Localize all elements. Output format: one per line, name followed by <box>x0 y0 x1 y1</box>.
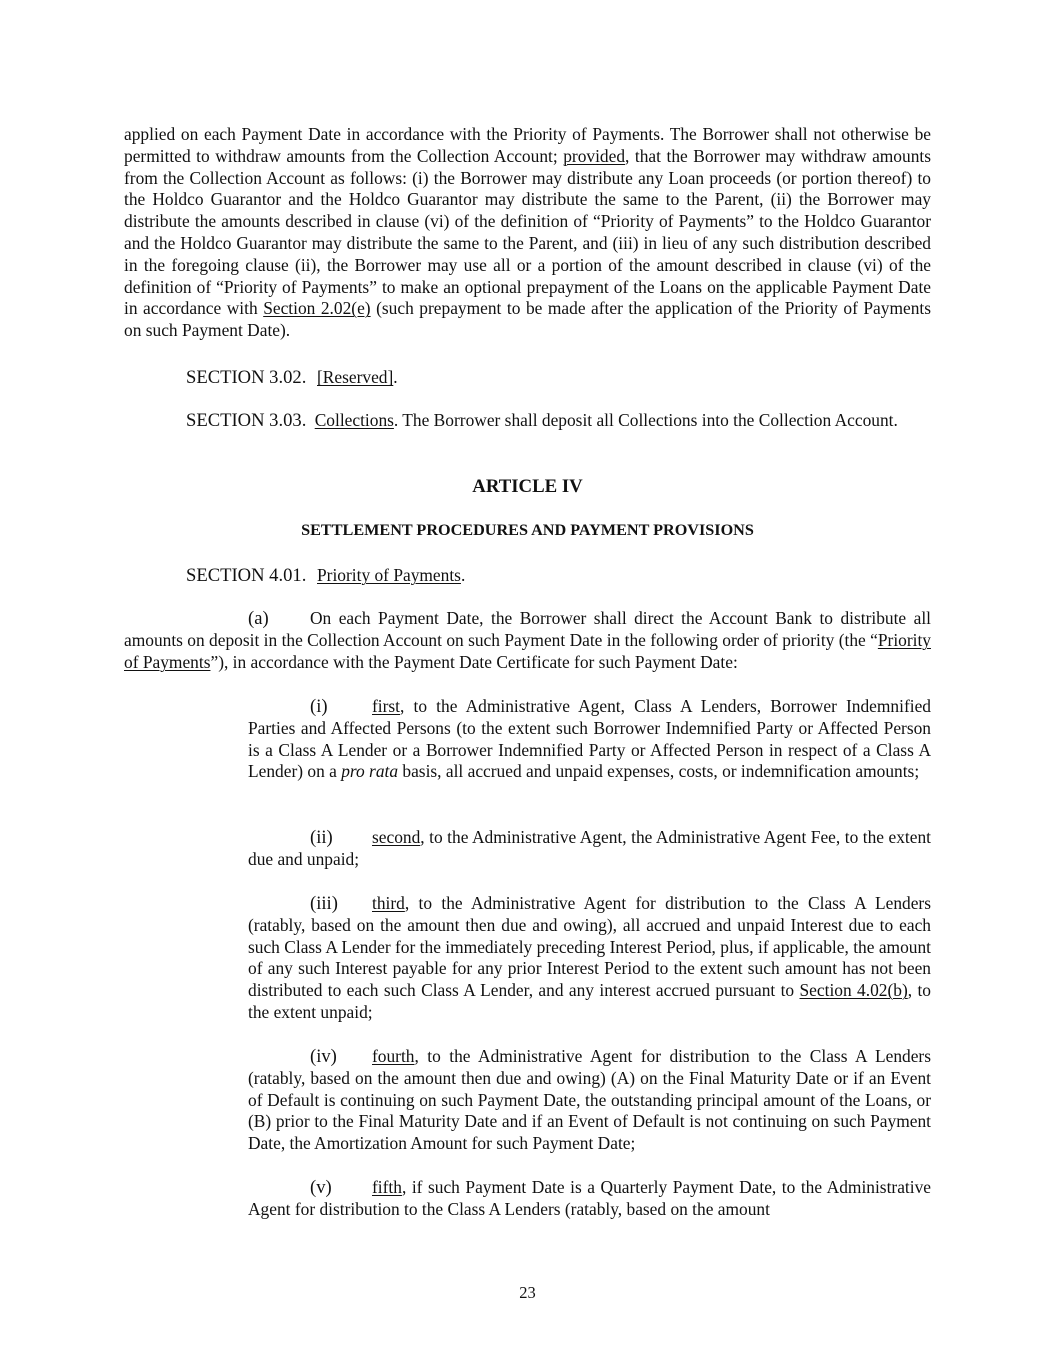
page-number: 23 <box>519 1283 536 1302</box>
section-title: [Reserved] <box>317 367 394 387</box>
section-label: SECTION 4.01. <box>186 565 307 586</box>
clause-number: (iii) <box>310 893 338 914</box>
section-title: Collections <box>314 410 394 430</box>
intro-paragraph: applied on each Payment Date in accordance with the Priority of Payments. The Borrower shall not otherwise be permitted to withdraw amounts from the Collection Account; provided, that the Borrower may withdraw amounts from the Collection Account as follows: (i) the Borrower may distribute any Loan proceeds (or portion thereof) to the Holdco Guarantor and the Holdco Guarantor may distribute the same to the Parent, (ii) the Borrower may distribute the amounts described in clause (vi) of the definition of “Priority of Payments” to the Holdco Guarantor and the Holdco Guarantor may distribute the same to the Parent, and (iii) in lieu of any such distribution described in the foregoing clause (ii), the Borrower may use all or a portion of the amount described in clause (vi) of the definition of “Priority of Payments” to make an optional prepayment of the Loans on the applicable Payment Date in accordance with Section 2.02(e) (such prepayment to be made after the application of the Priority of Payments on such Payment Date). <box>124 124 931 341</box>
section-2-02e-ref: Section 2.02(e) <box>263 298 371 319</box>
clause-key: third <box>372 893 405 913</box>
article-title: ARTICLE IV <box>472 476 583 497</box>
provided-term: provided <box>563 145 626 166</box>
clause-number: (iv) <box>310 1046 337 1067</box>
clause-number: (v) <box>310 1177 332 1198</box>
section-label: SECTION 3.02. <box>186 367 307 388</box>
clause-i: (i) first, to the Administrative Agent, Class A Lenders, Borrower Indemnified Parties and Affected Persons (to the extent such Borrower Indemnified Party or Affected Person is a Class A Lender or a Borrower Indemnified Party or Affected Person in respect of a Class A Lender) on a pro rata basis, all accrued and unpaid expenses, costs, or indemnification amounts; <box>248 696 931 782</box>
section-title: Priority of Payments <box>317 565 461 585</box>
section-4-01: SECTION 4.01. Priority of Payments. <box>186 565 466 586</box>
intro-line-1: applied on each Payment Date in accordance with the Priority of Payments. The Borrower shall not <box>124 124 836 144</box>
section-label: SECTION 3.03. <box>186 410 307 431</box>
defined-term: Priority of Payments <box>124 629 931 672</box>
article-subtitle: SETTLEMENT PROCEDURES AND PAYMENT PROVISIONS <box>301 521 754 539</box>
clause-key: first <box>372 696 401 716</box>
clause-v: (v) fifth, if such Payment Date is a Quarterly Payment Date, to the Administrative Agent for distribution to the Class A Lenders (ratably, based on the amount <box>248 1177 931 1219</box>
clause-ii: (ii) second, to the Administrative Agent, the Administrative Agent Fee, to the extent due and unpaid; <box>248 827 931 869</box>
paragraph-number: (a) <box>248 608 269 629</box>
clause-key: fifth <box>372 1177 402 1197</box>
clause-number: (i) <box>310 696 328 717</box>
clause-iv: (iv) fourth, to the Administrative Agent for distribution to the Class A Lenders (ratably, based on the amount then due and owing) (A) on the Final Maturity Date or if an Event of Default is continuing on such Payment Date, the outstanding principal amount of the Loans, or (B) prior to the Final Maturity Date and if an Event of Default is not continuing on such Payment Date, the Amortization Amount for such Payment Date; <box>248 1046 931 1154</box>
clause-iii: (iii) third, to the Administrative Agent for distribution to the Class A Lenders (ratably, based on the amount then due and owing), all accrued and unpaid Interest due to each such Class A Lender for the immediately preceding Interest Period, plus, if applicable, the amount of any such Interest payable for any prior Interest Period to the extent such amount has not been distributed to each such Class A Lender, and any interest accrued pursuant to Section 4.02(b), to the extent unpaid; <box>248 893 931 1022</box>
italic-term: pro rata <box>341 761 399 782</box>
clause-key: second <box>372 827 421 847</box>
clause-number: (ii) <box>310 827 333 848</box>
section-3-03: SECTION 3.03. Collections. The Borrower shall deposit all Collections into the Collection Account. <box>186 410 898 431</box>
section-4-02b-ref: Section 4.02(b) <box>799 980 908 1001</box>
section-3-02: SECTION 3.02. [Reserved]. <box>186 367 398 388</box>
clause-key: fourth <box>372 1046 415 1066</box>
paragraph-a: (a) On each Payment Date, the Borrower shall direct the Account Bank to distribute all amounts on deposit in the Collection Account on such Payment Date in the following order of priority (the “Priority of Payments”), in accordance with the Payment Date Certificate for such Payment Date: <box>124 608 931 672</box>
